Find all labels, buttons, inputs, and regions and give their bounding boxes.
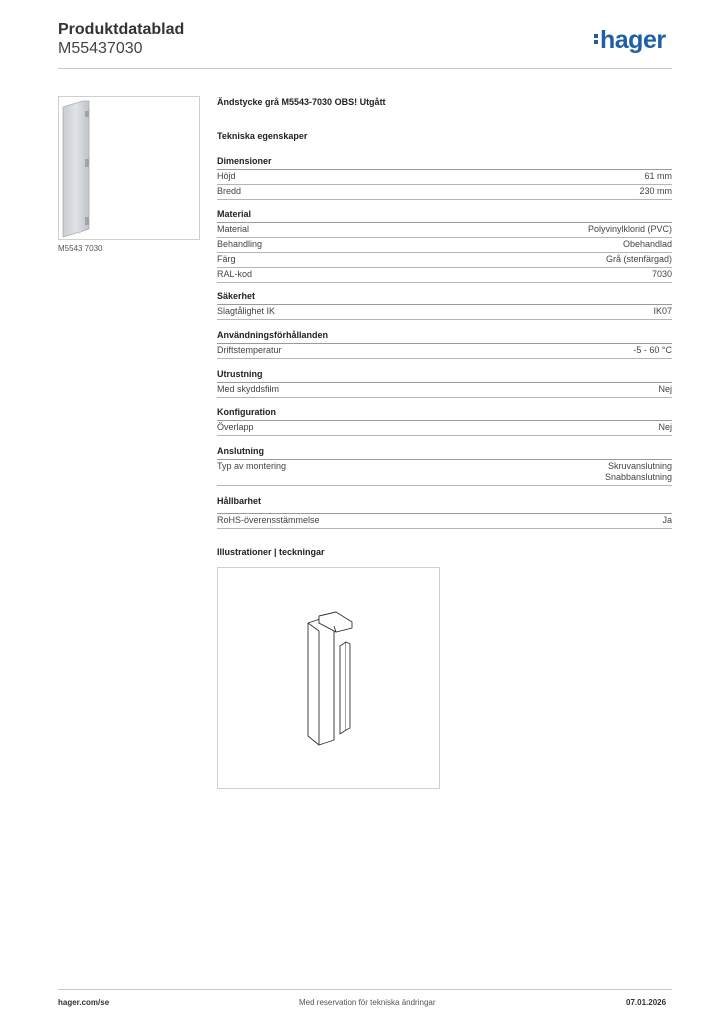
spec-row (217, 305, 672, 320)
section-safety (217, 291, 672, 320)
spec-label: Med skyddsfilm (217, 384, 280, 394)
spec-label: RAL-kod (217, 269, 253, 279)
spec-value: 7030 (651, 269, 672, 279)
section-sustainability (217, 496, 672, 529)
section-connection (217, 446, 672, 486)
section-title: Dimensioner (217, 156, 672, 170)
spec-value: Polyvinylklorid (PVC) (587, 224, 672, 234)
section-operating-conditions (217, 330, 672, 359)
hager-logo (594, 26, 666, 55)
section-equipment (217, 369, 672, 398)
spec-row (217, 421, 672, 436)
spec-row (217, 383, 672, 398)
spec-row (217, 514, 672, 529)
spec-label: RoHS-överensstämmelse (217, 515, 320, 525)
spec-value: Obehandlad (622, 239, 672, 249)
technical-properties-heading: Tekniska egenskaper (217, 131, 308, 141)
spec-value: Nej (658, 384, 672, 394)
logo-colon-icon (594, 40, 598, 44)
footer-website: hager.com/se (58, 998, 110, 1007)
section-title: Säkerhet (217, 291, 672, 305)
spec-value: 230 mm (639, 186, 672, 196)
spec-row (217, 460, 672, 486)
spec-label: Färg (217, 254, 236, 264)
thumbnail-caption: M5543 7030 (58, 244, 103, 253)
end-piece-line-drawing (218, 568, 441, 790)
illustration-frame (217, 567, 440, 789)
section-title: Utrustning (217, 369, 672, 383)
spec-label: Slagtålighet IK (217, 306, 276, 316)
spec-label: Typ av montering (217, 461, 287, 471)
spec-value: Snabbanslutning (604, 472, 672, 482)
spec-value: Nej (658, 422, 672, 432)
spec-value-group (605, 461, 672, 483)
spec-value: Ja (662, 515, 672, 525)
illustrations-heading: Illustrationer | teckningar (217, 547, 325, 557)
end-piece-thumbnail-image (59, 97, 201, 241)
spec-row (217, 170, 672, 185)
section-title: Hållbarhet (217, 496, 672, 514)
section-material (217, 209, 672, 283)
logo-text: hager (600, 26, 666, 54)
spec-row (217, 268, 672, 283)
section-title: Konfiguration (217, 407, 672, 421)
spec-label: Material (217, 224, 250, 234)
spec-value: 61 mm (644, 171, 672, 181)
spec-label: Bredd (217, 186, 242, 196)
spec-value: Grå (stenfärgad) (605, 254, 672, 264)
spec-row (217, 238, 672, 253)
document-title: Produktdatablad (58, 21, 185, 38)
header-divider (58, 68, 672, 69)
footer-date: 07.01.2026 (626, 998, 667, 1007)
spec-row (217, 185, 672, 200)
spec-label: Höjd (217, 171, 236, 181)
footer-disclaimer: Med reservation för tekniska ändringar (299, 998, 436, 1007)
spec-label: Behandling (217, 239, 263, 249)
spec-value: Skruvanslutning (607, 461, 672, 471)
product-thumbnail (58, 96, 200, 240)
section-dimensions (217, 156, 672, 200)
product-code: M55437030 (58, 40, 143, 57)
spec-value: IK07 (653, 306, 672, 316)
spec-row (217, 253, 672, 268)
section-title: Anslutning (217, 446, 672, 460)
section-title: Material (217, 209, 672, 223)
spec-value: -5 - 60 °C (633, 345, 672, 355)
section-configuration (217, 407, 672, 436)
spec-row (217, 223, 672, 238)
spec-label: Överlapp (217, 422, 254, 432)
footer-divider (58, 989, 672, 990)
product-name: Ändstycke grå M5543-7030 OBS! Utgått (217, 97, 386, 107)
spec-label: Driftstemperatur (217, 345, 282, 355)
spec-row (217, 344, 672, 359)
section-title: Användningsförhållanden (217, 330, 672, 344)
